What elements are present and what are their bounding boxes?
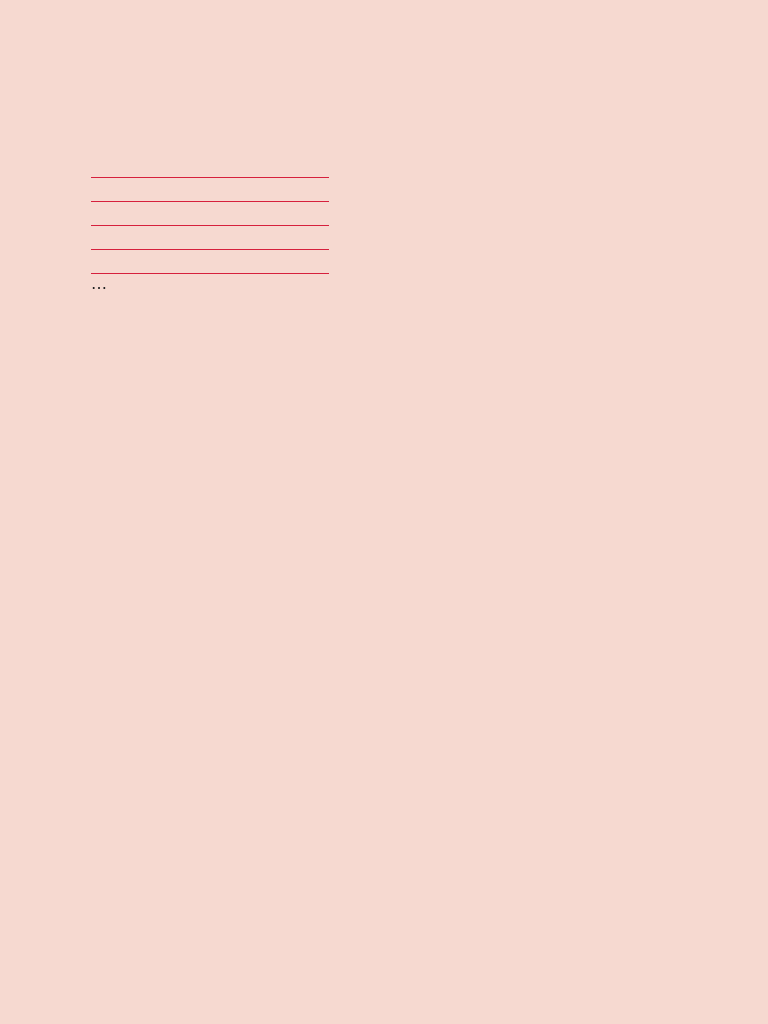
close-cross-icon	[36, 89, 50, 103]
index-row[interactable]	[91, 226, 329, 250]
index-row[interactable]	[91, 178, 329, 202]
index-row[interactable]	[91, 155, 329, 178]
close-cross-icon	[36, 920, 50, 934]
index-list: …	[91, 155, 329, 293]
close-cross-icon	[36, 643, 50, 657]
index-row[interactable]	[91, 202, 329, 226]
index-row[interactable]	[91, 250, 329, 274]
close-cross-icon	[36, 367, 50, 381]
